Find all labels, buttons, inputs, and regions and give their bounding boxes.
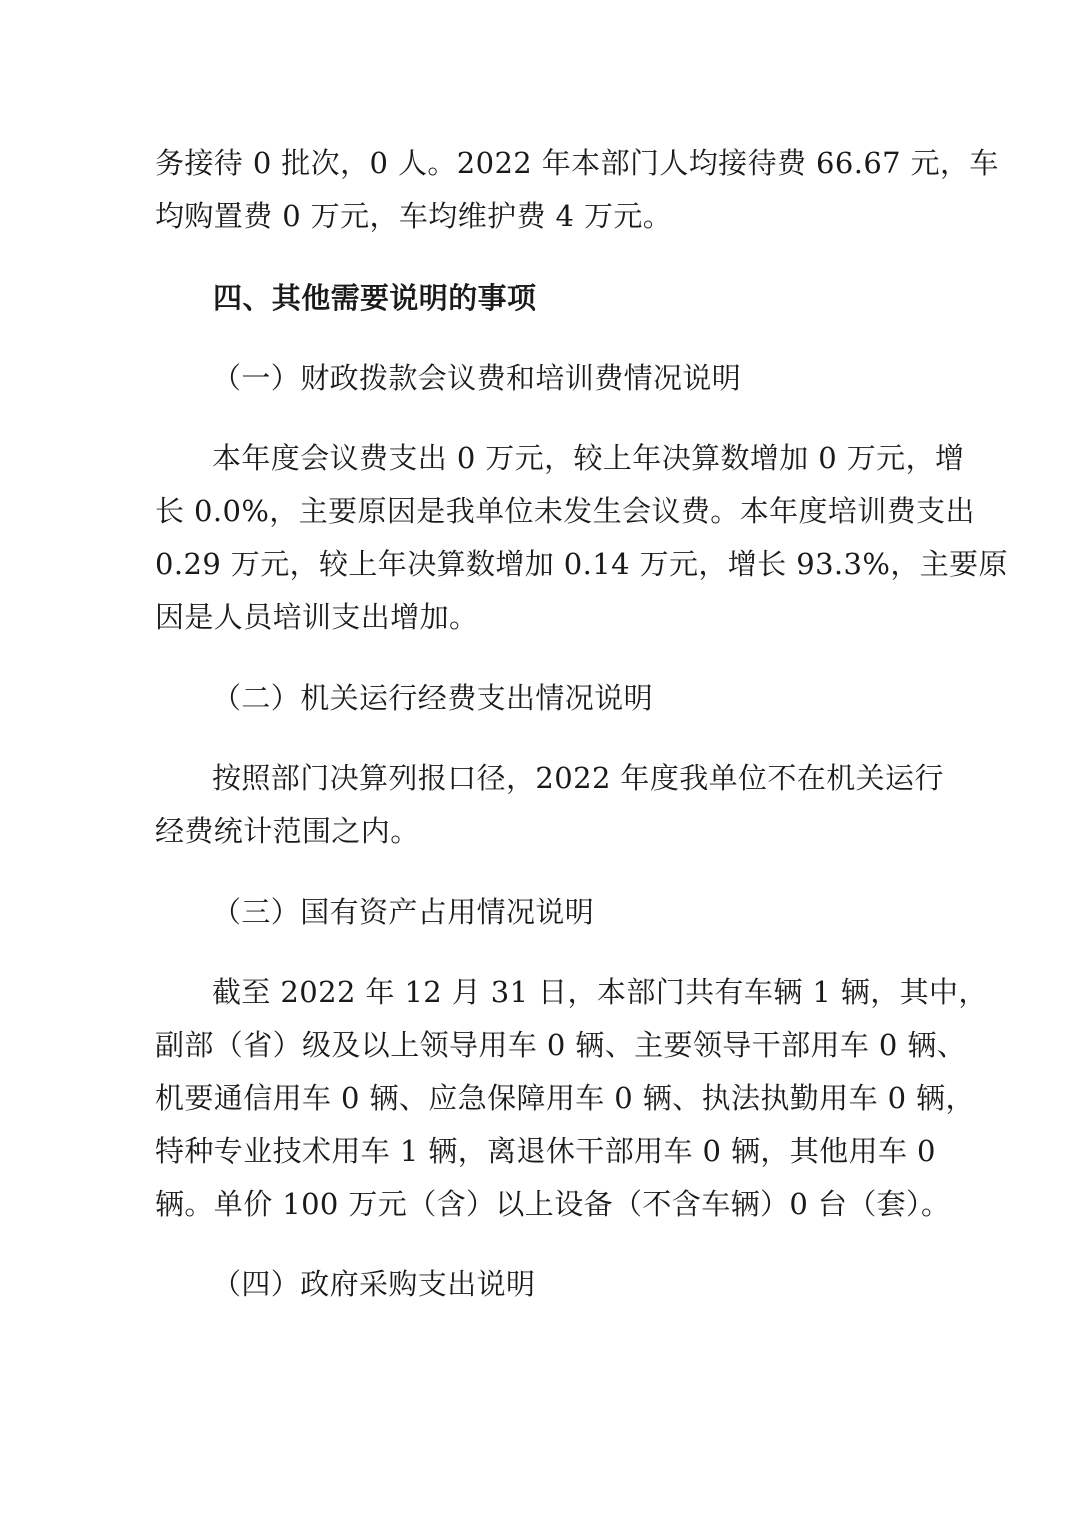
paragraph-line: 经费统计范围之内。 — [155, 814, 420, 848]
paragraph-line: 副部（省）级及以上领导用车 0 辆、主要领导干部用车 0 辆、 — [155, 1028, 967, 1062]
paragraph-line: 辆。单价 100 万元（含）以上设备（不含车辆）0 台（套）。 — [155, 1187, 951, 1221]
paragraph-line: 机要通信用车 0 辆、应急保障用车 0 辆、执法执勤用车 0 辆， — [155, 1081, 975, 1115]
paragraph-line: 均购置费 0 万元，车均维护费 4 万元。 — [155, 199, 673, 233]
paragraph-line: 按照部门决算列报口径，2022 年度我单位不在机关运行 — [212, 761, 944, 795]
paragraph-line: 0.29 万元，较上年决算数增加 0.14 万元，增长 93.3%，主要原 — [155, 547, 1008, 581]
paragraph-line: 务接待 0 批次，0 人。2022 年本部门人均接待费 66.67 元，车 — [155, 146, 999, 180]
subsection-heading: （一）财政拨款会议费和培训费情况说明 — [212, 361, 742, 395]
paragraph-line: 特种专业技术用车 1 辆，离退休干部用车 0 辆，其他用车 0 — [155, 1134, 936, 1168]
paragraph-line: 截至 2022 年 12 月 31 日，本部门共有车辆 1 辆，其中， — [212, 975, 988, 1009]
subsection-heading: （四）政府采购支出说明 — [212, 1267, 536, 1301]
subsection-heading: （三）国有资产占用情况说明 — [212, 895, 595, 929]
section-heading: 四、其他需要说明的事项 — [213, 281, 537, 315]
paragraph-line: 本年度会议费支出 0 万元，较上年决算数增加 0 万元，增 — [212, 441, 965, 475]
paragraph-line: 因是人员培训支出增加。 — [155, 600, 479, 634]
subsection-heading: （二）机关运行经费支出情况说明 — [212, 681, 654, 715]
paragraph-line: 长 0.0%，主要原因是我单位未发生会议费。本年度培训费支出 — [155, 494, 975, 528]
